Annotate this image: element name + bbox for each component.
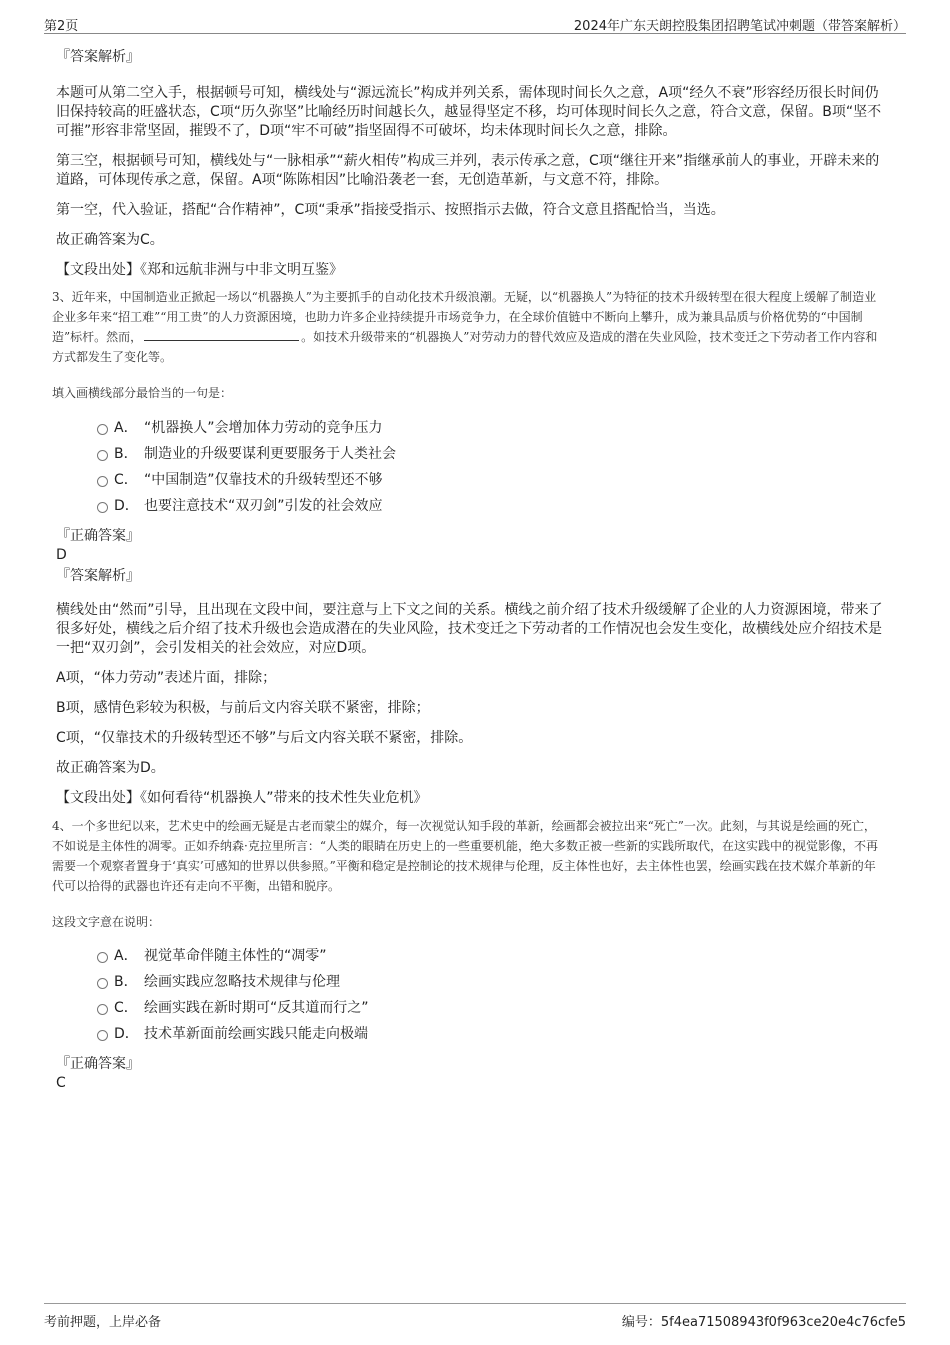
option-d[interactable]: D． 也要注意技术“双刃剑”引发的社会效应 (56, 493, 886, 519)
correct-answer: D (56, 547, 67, 563)
document-title: 2024年广东天朗控股集团招聘笔试冲刺题（带答案解析） (573, 19, 906, 34)
analysis-label: 『答案解析』 (56, 49, 140, 65)
analysis-paragraph: A项，“体力劳动”表述片面，排除； (56, 670, 277, 686)
radio-button[interactable] (97, 1030, 108, 1041)
question-3-stem: 3、近年来，中国制造业正掀起一场以“机器换人”为主要抓手的自动化技术升级浪潮。无疑，以“机器换人”为特征的技术升级转型在很大程度上缓解了制造业企业多年来“招工难”“用工贵”的人力资源困境，也助力许多企业持续提升市场竞争力，在全球价值链中不断向上攀升，成为兼具品质与价格优势的“中国制造”标杆。然而， 。如技术升级带来的“机器换人”对劳动力的替代效应及造成的潜在失业风险，技术变迁之下劳动者工作内容和方式都发生了变化等。 (52, 290, 878, 364)
footer-slogan: 考前押题，上岸必备 (44, 1315, 162, 1330)
question-3-options (56, 415, 886, 519)
analysis-paragraph: 第三空，根据顿号可知，横线处与“一脉相承”“薪火相传”构成三并列，表示传承之意，C项“继往开来”指继承前人的事业，开辟未来的道路，可体现传承之意，保留。A项“陈陈相因”比喻沿袭老一套，无创造革新，与文意不符，排除。 (56, 153, 880, 188)
question-4-prompt: 这段文字意在说明： (52, 915, 161, 929)
answer-conclusion: 故正确答案为C。 (56, 232, 164, 248)
passage-source: 【文段出处】《如何看待“机器换人”带来的技术性失业危机》 (56, 790, 428, 806)
analysis-label: 『答案解析』 (56, 568, 140, 584)
page-footer (44, 1303, 906, 1334)
analysis-paragraph: 横线处由“然而”引导，且出现在文段中间，要注意与上下文之间的关系。横线之前介绍了技术升级缓解了企业的人力资源困境，带来了很多好处，横线之后介绍了技术升级也会造成潜在的失业风险，技术变迁之下劳动者的工作情况也会发生变化，故横线处应介绍技术是一把“双刃剑”，会引发相关的社会效应，对应D项。 (56, 602, 883, 656)
radio-button[interactable] (97, 502, 108, 513)
analysis-paragraph: B项，感情色彩较为积极，与前后文内容关联不紧密，排除； (56, 700, 430, 716)
answer-conclusion: 故正确答案为D。 (56, 760, 165, 776)
option-b[interactable]: B． 绘画实践应忽略技术规律与伦理 (56, 969, 886, 995)
correct-answer-label: 『正确答案』 (56, 528, 140, 544)
fill-blank-line (144, 328, 299, 341)
analysis-paragraph: C项，“仅靠技术的升级转型还不够”与后文内容关联不紧密，排除。 (56, 730, 473, 746)
page-header (44, 13, 906, 34)
analysis-paragraph: 第一空，代入验证，搭配“合作精神”，C项“秉承”指接受指示、按照指示去做，符合文意且搭配恰当，当选。 (56, 202, 725, 218)
option-b[interactable]: B． 制造业的升级要谋利更要服务于人类社会 (56, 441, 886, 467)
question-4-stem: 4、一个多世纪以来，艺术史中的绘画无疑是古老而蒙尘的媒介，每一次视觉认知手段的革新，绘画都会被拉出来“死亡”一次。此刻，与其说是绘画的死亡，不如说是主体性的凋零。正如乔纳森·克拉里所言：“人类的眼睛在历史上的一些重要机能，绝大多数正被一些新的实践所取代，在这实践中的视觉影像，不再需要一个观察者置身于‘真实’可感知的世界以供参照。”平衡和稳定是控制论的技术规律与伦理，反主体性也好，去主体性也罢，绘画实践在技术媒介革新的年代可以拾得的武器也许还有走向不平衡，出错和脱序。 (52, 819, 878, 893)
question-4-options (56, 943, 886, 1047)
document-code: 编号：5f4ea71508943f0f963ce20e4c76cfe5 (621, 1315, 906, 1330)
question-3-prompt: 填入画横线部分最恰当的一句是： (52, 386, 233, 400)
page-content (52, 44, 886, 1093)
option-d[interactable]: D． 技术革新面前绘画实践只能走向极端 (56, 1021, 886, 1047)
option-a[interactable]: A． “机器换人”会增加体力劳动的竞争压力 (56, 415, 886, 441)
analysis-paragraph: 本题可从第二空入手，根据顿号可知，横线处与“源远流长”构成并列关系，需体现时间长久之意，A项“经久不衰”形容经历很长时间仍旧保持较高的旺盛状态，C项“历久弥坚”比喻经历时间越长久，越显得坚定不移，均可体现时间长久之意，符合文意，保留。B项“坚不可摧”形容非常坚固，摧毁不了，D项“牢不可破”指坚固得不可破坏，均未体现时间长久之意，排除。 (56, 85, 882, 139)
passage-source: 【文段出处】《郑和远航非洲与中非文明互鉴》 (56, 262, 343, 278)
correct-answer-label: 『正确答案』 (56, 1056, 140, 1072)
option-a[interactable]: A． 视觉革命伴随主体性的“凋零” (56, 943, 886, 969)
radio-button[interactable] (97, 1004, 108, 1015)
radio-button[interactable] (97, 952, 108, 963)
correct-answer: C (56, 1075, 66, 1091)
option-c[interactable]: C． “中国制造”仅靠技术的升级转型还不够 (56, 467, 886, 493)
page-number: 第2页 (44, 19, 79, 34)
radio-button[interactable] (97, 476, 108, 487)
radio-button[interactable] (97, 424, 108, 435)
option-c[interactable]: C． 绘画实践在新时期可“反其道而行之” (56, 995, 886, 1021)
radio-button[interactable] (97, 450, 108, 461)
radio-button[interactable] (97, 978, 108, 989)
